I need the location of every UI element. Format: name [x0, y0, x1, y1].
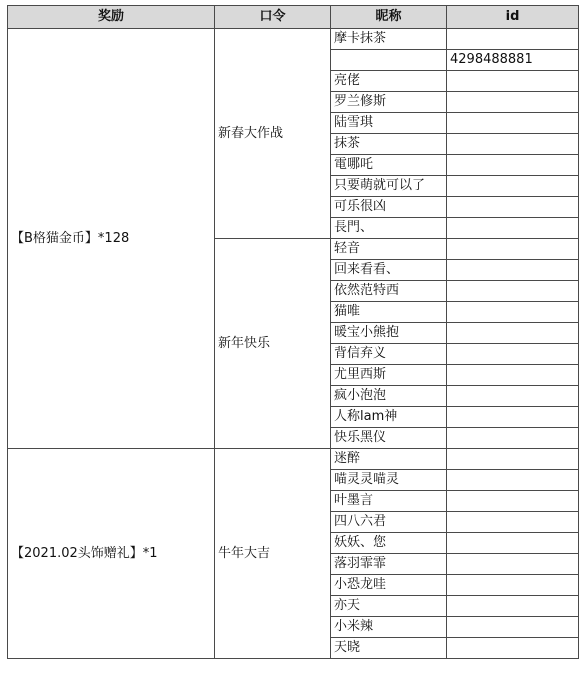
header-id: id: [447, 6, 579, 29]
nickname-cell: [331, 50, 447, 71]
nickname-cell: 小恐龙哇: [331, 575, 447, 596]
nickname-cell: 快乐黑仪: [331, 428, 447, 449]
id-cell: [447, 470, 579, 491]
reward-cell: 【2021.02头饰赠礼】*1: [8, 449, 215, 659]
nickname-cell: 落羽霏霏: [331, 554, 447, 575]
id-cell: [447, 596, 579, 617]
id-cell: [447, 512, 579, 533]
header-row: [8, 6, 579, 29]
nickname-cell: 尤里西斯: [331, 365, 447, 386]
id-cell: [447, 176, 579, 197]
table-row: [8, 449, 579, 470]
nickname-cell: 摩卡抹茶: [331, 29, 447, 50]
id-cell: [447, 491, 579, 512]
nickname-cell: 陆雪琪: [331, 113, 447, 134]
id-cell: [447, 407, 579, 428]
id-cell: [447, 134, 579, 155]
nickname-cell: 亦天: [331, 596, 447, 617]
nickname-cell: 抹茶: [331, 134, 447, 155]
id-cell: [447, 533, 579, 554]
id-cell: [447, 554, 579, 575]
id-cell: [447, 239, 579, 260]
nickname-cell: 回来看看、: [331, 260, 447, 281]
nickname-cell: 電哪吒: [331, 155, 447, 176]
nickname-cell: 叶墨言: [331, 491, 447, 512]
id-cell: [447, 638, 579, 659]
nickname-cell: 四八六君: [331, 512, 447, 533]
id-cell: [447, 281, 579, 302]
password-cell: 新年快乐: [215, 239, 331, 449]
id-cell: [447, 449, 579, 470]
id-cell: [447, 260, 579, 281]
id-cell: [447, 428, 579, 449]
nickname-cell: 依然范特西: [331, 281, 447, 302]
nickname-cell: 妖妖、您: [331, 533, 447, 554]
nickname-cell: 暖宝小熊抱: [331, 323, 447, 344]
nickname-cell: 喵灵灵喵灵: [331, 470, 447, 491]
nickname-cell: 只要萌就可以了: [331, 176, 447, 197]
nickname-cell: 長門、: [331, 218, 447, 239]
table-body: [8, 29, 579, 659]
nickname-cell: 迷醉: [331, 449, 447, 470]
id-cell: [447, 92, 579, 113]
nickname-cell: 轻音: [331, 239, 447, 260]
id-cell: [447, 218, 579, 239]
password-cell: 牛年大吉: [215, 449, 331, 659]
id-cell: [447, 617, 579, 638]
header-password: 口令: [215, 6, 331, 29]
id-cell: [447, 71, 579, 92]
nickname-cell: 可乐很凶: [331, 197, 447, 218]
table-row: [8, 29, 579, 50]
nickname-cell: 亮佬: [331, 71, 447, 92]
password-cell: 新春大作战: [215, 29, 331, 239]
id-cell: [447, 113, 579, 134]
nickname-cell: 罗兰修斯: [331, 92, 447, 113]
winners-table: [7, 5, 579, 659]
header-nickname: 昵称: [331, 6, 447, 29]
id-cell: [447, 323, 579, 344]
id-cell: [447, 386, 579, 407]
id-cell: [447, 344, 579, 365]
id-cell: [447, 365, 579, 386]
winners-table-container: [7, 5, 579, 659]
id-cell: [447, 155, 579, 176]
header-reward: 奖励: [8, 6, 215, 29]
nickname-cell: 背信弃义: [331, 344, 447, 365]
nickname-cell: 天晓: [331, 638, 447, 659]
reward-cell: 【B格猫金币】*128: [8, 29, 215, 449]
nickname-cell: 人称lam神: [331, 407, 447, 428]
nickname-cell: 疯小泡泡: [331, 386, 447, 407]
id-cell: 4298488881: [447, 50, 579, 71]
id-cell: [447, 302, 579, 323]
nickname-cell: 猫唯: [331, 302, 447, 323]
nickname-cell: 小米辣: [331, 617, 447, 638]
id-cell: [447, 575, 579, 596]
id-cell: [447, 29, 579, 50]
id-cell: [447, 197, 579, 218]
